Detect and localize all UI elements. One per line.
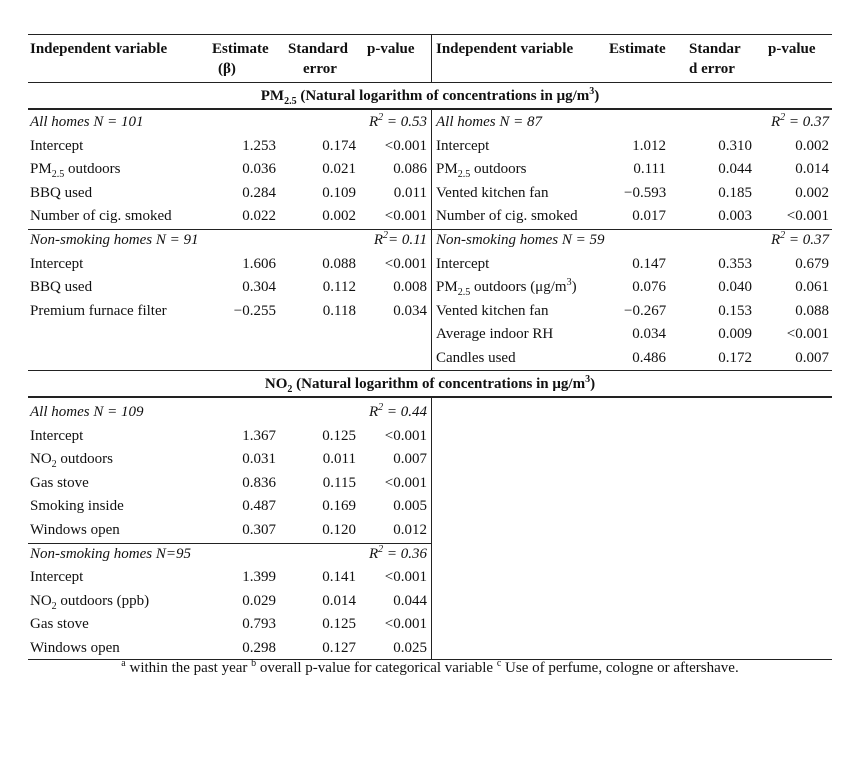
header-left-error: error [303, 61, 337, 77]
row-se: 0.185 [718, 184, 752, 201]
row-estimate: 0.111 [633, 161, 666, 178]
row-estimate: −0.255 [233, 302, 276, 319]
row-estimate: 0.036 [242, 161, 276, 178]
row-label: Windows open [30, 522, 120, 538]
row-label: Vented kitchen fan [436, 184, 549, 201]
rule-no2-title [28, 396, 832, 398]
row-pvalue: <0.001 [384, 255, 427, 272]
row-pvalue: 0.002 [795, 137, 829, 154]
group-label: Non-smoking homes N=95 [30, 545, 191, 562]
row-pvalue: 0.005 [393, 498, 427, 515]
row-estimate: 0.307 [242, 522, 276, 538]
row-label: BBQ used [30, 279, 93, 296]
divider-pm25 [431, 110, 432, 370]
row-estimate: 1.253 [242, 137, 276, 154]
row-pvalue: 0.025 [393, 640, 427, 656]
r-squared: $R^2 = 0.53$ [368, 112, 427, 130]
row-label: Average indoor RH [436, 326, 554, 343]
row-estimate: 0.486 [632, 350, 666, 366]
row-pvalue: 0.012 [393, 522, 427, 538]
row-label: BBQ used [30, 184, 93, 201]
row-se: 0.040 [718, 279, 752, 296]
row-label: Intercept [436, 255, 490, 272]
row-label: Intercept [30, 255, 84, 272]
row-estimate: 0.284 [242, 184, 276, 201]
row-estimate: 1.367 [242, 427, 276, 444]
r-squared: $R^2 = 0.36$ [368, 543, 427, 562]
row-pvalue: <0.001 [384, 569, 427, 586]
row-se: 0.014 [322, 592, 356, 609]
row-pvalue: 0.034 [393, 302, 427, 319]
r-squared: $R^2= 0.11$ [373, 230, 427, 248]
row-estimate: 0.793 [242, 616, 276, 633]
row-label: Intercept [30, 569, 84, 586]
row-pvalue: <0.001 [384, 208, 427, 225]
row-se: 0.120 [322, 522, 356, 538]
r-squared: $R^2 = 0.37$ [770, 112, 829, 130]
row-pvalue: <0.001 [384, 474, 427, 491]
row-estimate: 0.017 [632, 208, 666, 225]
row-se: 0.174 [322, 137, 356, 154]
row-estimate: −0.593 [624, 184, 667, 201]
row-label: Number of cig. smoked [30, 208, 172, 225]
row-label: $PM_{2.5}$ outdoors [30, 161, 121, 181]
row-pvalue: <0.001 [384, 427, 427, 444]
group-label: All homes N = 101 [30, 114, 144, 130]
row-pvalue: 0.008 [393, 279, 427, 296]
header-left-pvalue: p-value [367, 41, 415, 57]
row-estimate: −0.267 [624, 302, 667, 319]
row-se: 0.125 [322, 427, 356, 444]
header-right-pvalue: p-value [768, 41, 816, 57]
row-label: Gas stove [30, 616, 89, 633]
row-pvalue: 0.679 [795, 255, 829, 272]
row-se: 0.172 [718, 350, 752, 366]
row-pvalue: 0.011 [393, 184, 427, 201]
row-se: 0.044 [718, 161, 752, 178]
row-se: 0.003 [718, 208, 752, 225]
row-pvalue: <0.001 [384, 616, 427, 633]
row-estimate: 0.487 [242, 498, 276, 515]
rule-group-left [28, 229, 431, 230]
row-se: 0.011 [322, 451, 356, 468]
row-estimate: 0.147 [632, 255, 666, 272]
row-se: 0.109 [322, 184, 356, 201]
row-pvalue: 0.044 [393, 592, 427, 609]
row-label: $NO_2$ outdoors [30, 451, 113, 471]
row-se: 0.310 [718, 137, 752, 154]
row-pvalue: 0.002 [795, 184, 829, 201]
row-se: 0.021 [322, 161, 356, 178]
header-left-estimate-symbol: (β) [218, 61, 236, 77]
row-pvalue: 0.061 [795, 279, 829, 296]
row-pvalue: 0.088 [795, 302, 829, 319]
row-se: 0.153 [718, 302, 752, 319]
footnote: $^a$ within the past year $^b$ overall p-value for categorical variable $^c$ Use of perfume, cologne or aftershave. [121, 658, 739, 676]
row-se: 0.009 [718, 326, 752, 343]
rule-header-bottom [28, 82, 832, 83]
row-pvalue: <0.001 [786, 208, 829, 225]
header-left-variable: Independent variable [30, 41, 168, 57]
header-right-error: d error [689, 61, 735, 77]
row-label: $PM_{2.5}$ outdoors [436, 161, 527, 181]
row-label: Vented kitchen fan [436, 302, 549, 319]
row-label: Windows open [30, 640, 120, 656]
rule-group-left [28, 543, 431, 544]
row-se: 0.169 [322, 498, 356, 515]
row-label: $NO_2$ outdoors (ppb) [30, 592, 150, 612]
row-label: Intercept [30, 427, 84, 444]
row-estimate: 0.034 [632, 326, 666, 343]
row-estimate: 1.012 [632, 137, 666, 154]
r-squared: $R^2 = 0.44$ [368, 402, 427, 420]
row-label: Candles used [436, 350, 516, 366]
row-estimate: 1.399 [242, 569, 276, 586]
row-label: Number of cig. smoked [436, 208, 578, 225]
row-pvalue: 0.007 [393, 451, 427, 468]
header-right-variable: Independent variable [436, 41, 574, 57]
row-se: 0.125 [322, 616, 356, 633]
row-pvalue: 0.007 [795, 350, 829, 366]
row-estimate: 0.298 [242, 640, 276, 656]
rule-top [28, 34, 832, 35]
row-label: Intercept [30, 137, 84, 154]
row-se: 0.127 [322, 640, 356, 656]
group-label: All homes N = 109 [30, 404, 144, 420]
row-se: 0.118 [322, 302, 356, 319]
group-label: Non-smoking homes N = 91 [30, 232, 199, 248]
header-left-standard: Standard [288, 41, 349, 57]
rule-pm25-title [28, 108, 832, 110]
row-label: Intercept [436, 137, 490, 154]
rule-group-right [432, 229, 832, 230]
row-pvalue: <0.001 [786, 326, 829, 343]
row-label: Smoking inside [30, 498, 124, 515]
row-pvalue: <0.001 [384, 137, 427, 154]
row-estimate: 0.304 [242, 279, 276, 296]
row-estimate: 0.022 [242, 208, 276, 225]
row-estimate: 0.029 [242, 592, 276, 609]
row-se: 0.112 [322, 279, 356, 296]
no2-section-title: $NO_2$ (Natural logarithm of concentrations in $\mu g/m^3$) [264, 374, 596, 395]
row-estimate: 0.031 [242, 451, 276, 468]
header-right-estimate: Estimate [609, 41, 666, 57]
row-label: Gas stove [30, 474, 89, 491]
pm25-section-title: $PM_{2.5}$ (Natural logarithm of concentrations in $\mu g/m^3$) [260, 86, 600, 107]
rule-no2-top [28, 370, 832, 371]
row-pvalue: 0.014 [795, 161, 829, 178]
row-label: Premium furnace filter [30, 302, 167, 319]
divider-header [431, 34, 432, 82]
group-label: All homes N = 87 [436, 114, 542, 130]
group-label: Non-smoking homes N = 59 [436, 232, 605, 248]
row-label: $PM_{2.5}$ outdoors $(\mu g/m^3)$ [436, 277, 577, 299]
row-estimate: 0.076 [632, 279, 666, 296]
row-se: 0.088 [322, 255, 356, 272]
divider-no2 [431, 398, 432, 659]
row-se: 0.115 [322, 474, 356, 491]
row-pvalue: 0.086 [393, 161, 427, 178]
header-right-standard: Standar [689, 41, 741, 57]
r-squared: $R^2 = 0.37$ [770, 230, 829, 248]
row-se: 0.002 [322, 208, 356, 225]
row-estimate: 1.606 [242, 255, 276, 272]
row-estimate: 0.836 [242, 474, 276, 491]
row-se: 0.353 [718, 255, 752, 272]
row-se: 0.141 [322, 569, 356, 586]
header-left-estimate: Estimate [212, 41, 269, 57]
